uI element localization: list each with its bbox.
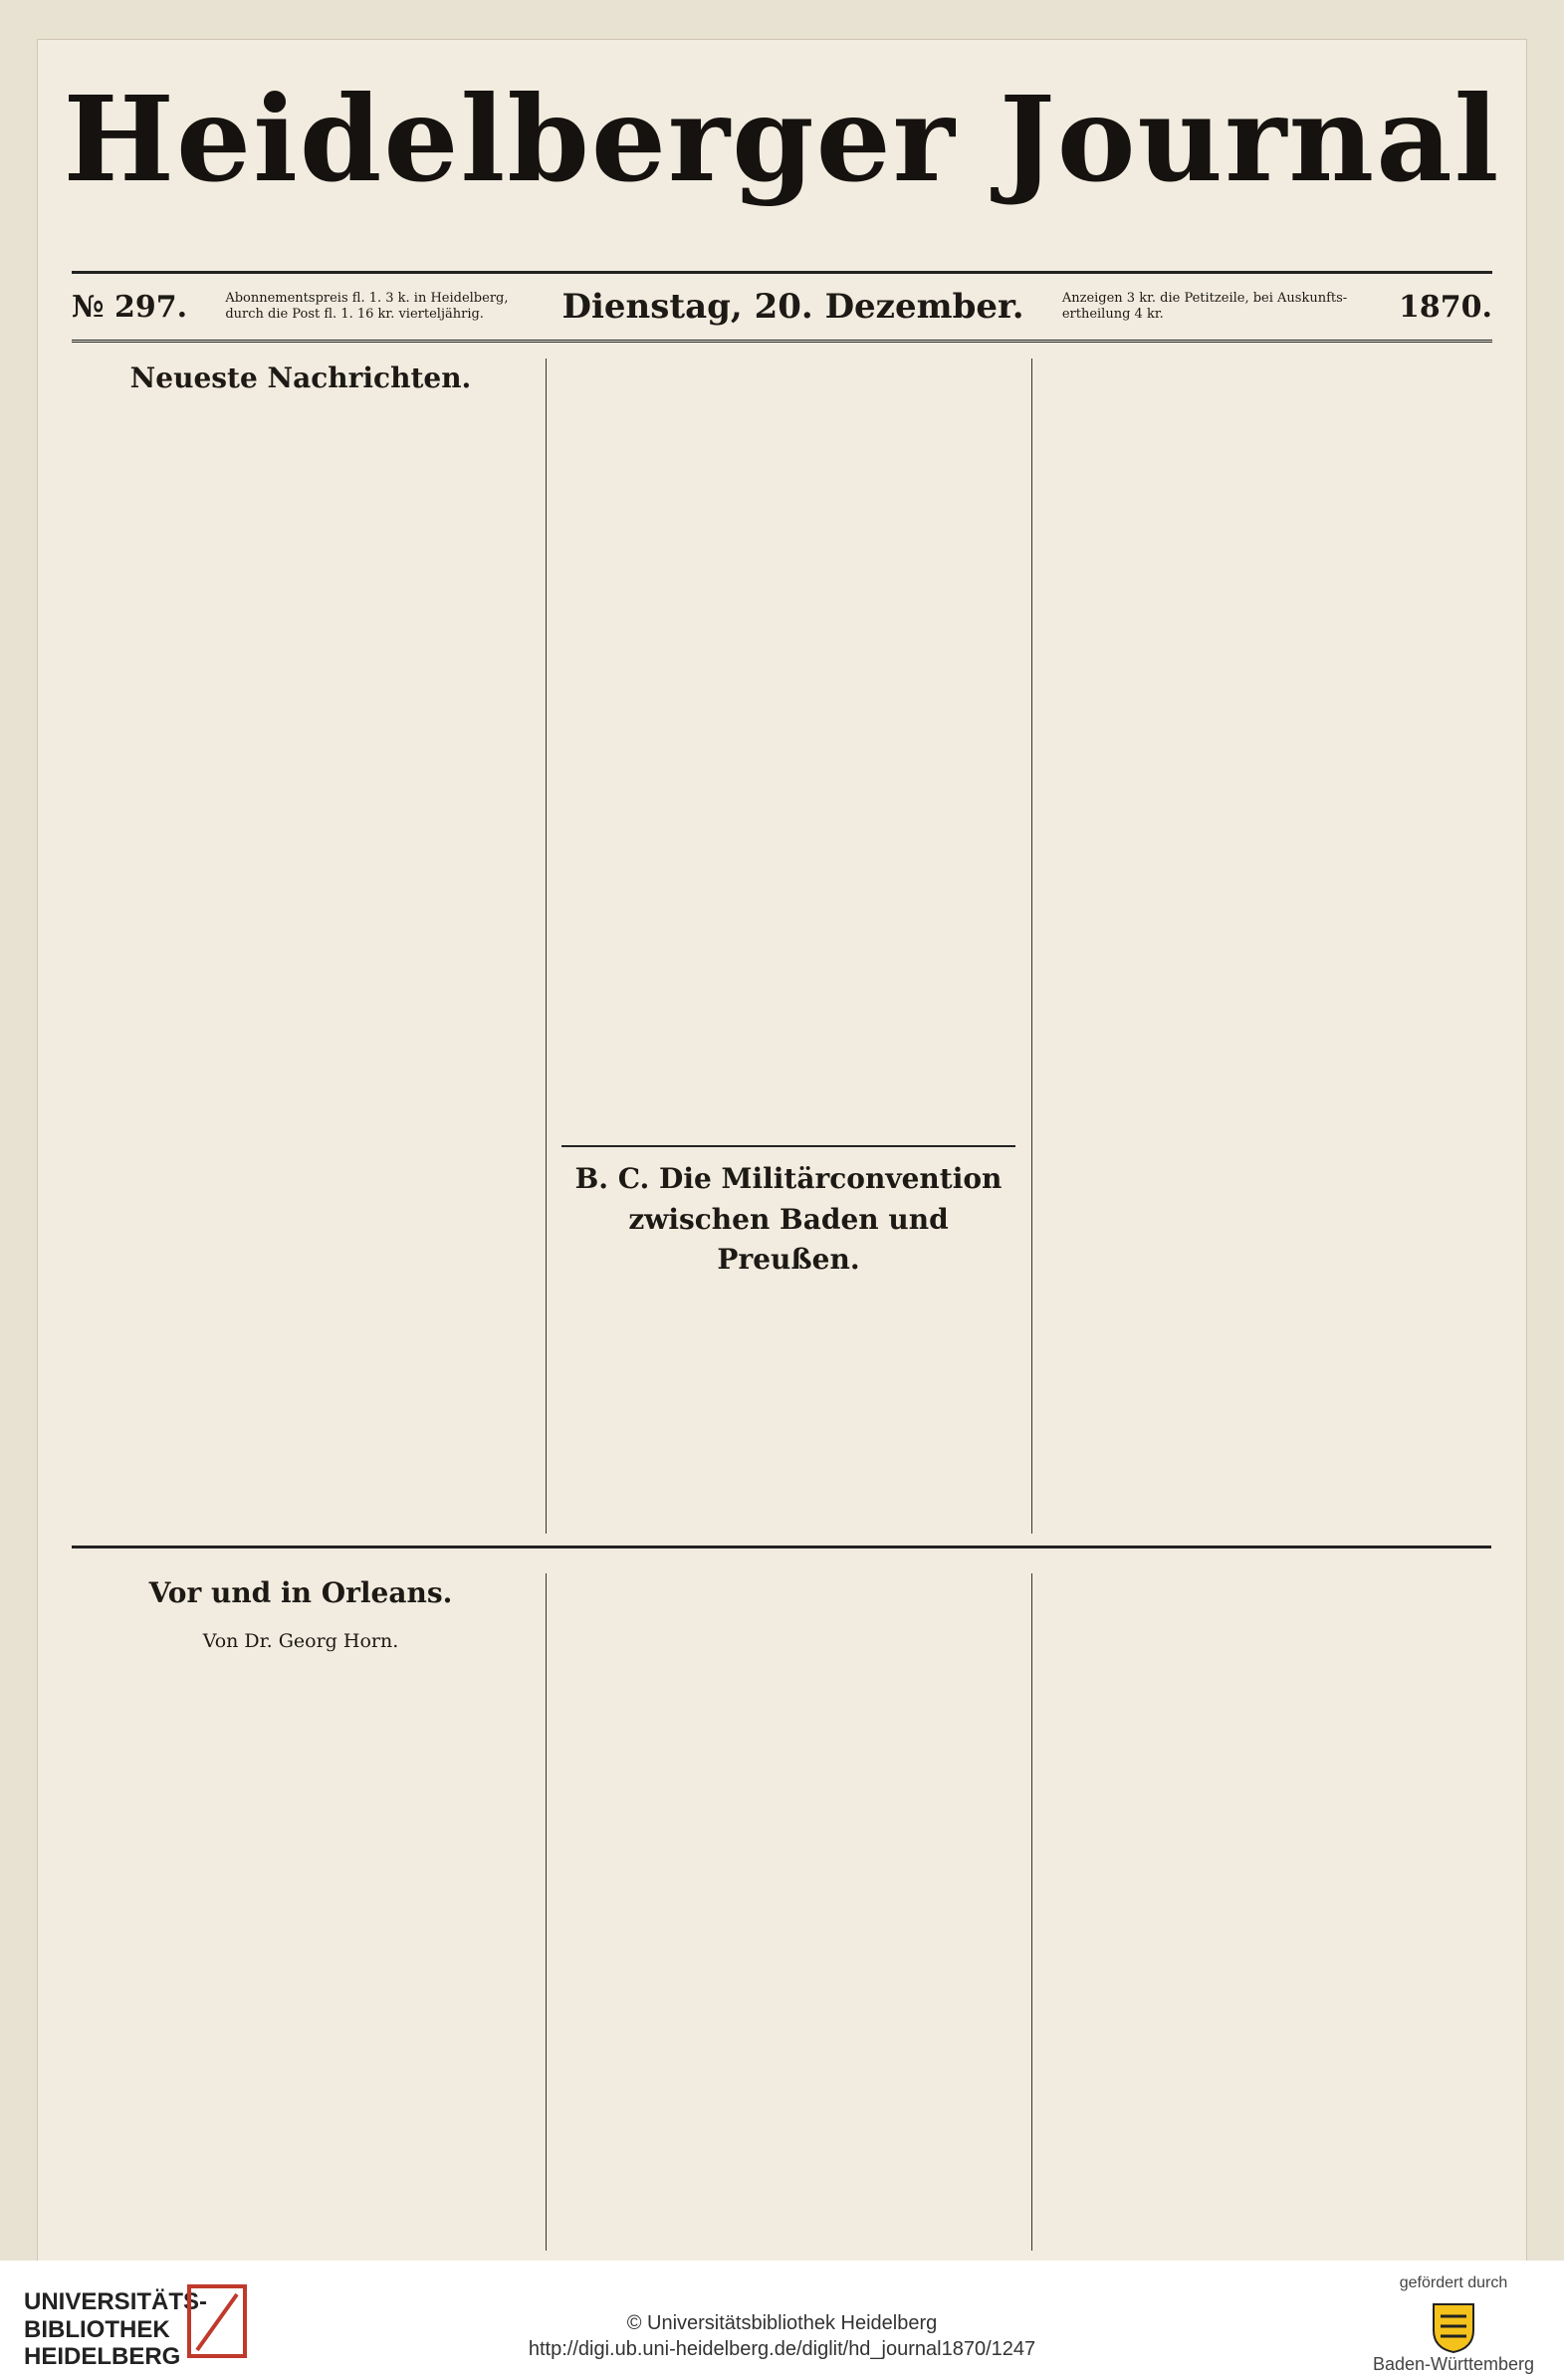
library-logo-line: UNIVERSITÄTS- xyxy=(24,2288,208,2315)
news-heading: Neueste Nachrichten. xyxy=(129,361,472,394)
ad-price-note: Anzeigen 3 kr. die Petitzeile, bei Auskunfts-ertheilung 4 kr. xyxy=(1061,290,1348,322)
section-divider xyxy=(561,1145,1015,1147)
subscription-note: Abonnementspreis fl. 1. 3 k. in Heidelberg, durch die Post fl. 1. 16 kr. vierteljährig. xyxy=(225,290,509,322)
sponsor-block xyxy=(1369,2274,1538,2375)
state-crest-icon xyxy=(1429,2300,1478,2354)
convention-article xyxy=(561,1159,1015,1534)
newspaper-page xyxy=(38,40,1526,2261)
permalink-url[interactable]: http://digi.ub.uni-heidelberg.de/diglit/hd_journal1870/1247 xyxy=(528,2338,1036,2360)
news-column-3 xyxy=(1047,358,1491,1534)
news-column-2 xyxy=(561,358,1015,1135)
sponsor-name: Baden-Württemberg xyxy=(1372,2354,1535,2374)
issue-date: Dienstag, 20. Dezember. xyxy=(561,287,1024,327)
library-logo-line: HEIDELBERG xyxy=(24,2343,181,2371)
feuilleton-column-2 xyxy=(561,1573,1015,2251)
sponsor-label: gefördert durch xyxy=(1399,2274,1508,2291)
column-divider xyxy=(1031,358,1032,1534)
copyright-notice: © Universitätsbibliothek Heidelberg xyxy=(626,2312,938,2334)
library-footer xyxy=(0,2261,1564,2380)
feuilleton-rule xyxy=(72,1546,1491,1548)
column-divider xyxy=(546,358,547,1534)
column-divider xyxy=(1031,1573,1032,2251)
issue-number: № 297. xyxy=(72,289,188,325)
feuilleton-column-1 xyxy=(72,1573,530,2251)
feuilleton-column-3 xyxy=(1047,1573,1491,2251)
feuilleton-heading: Vor und in Orleans. xyxy=(148,1576,453,1609)
issue-line xyxy=(72,271,1492,343)
convention-heading: B. C. Die Militärconvention zwischen Baden und Preußen. xyxy=(574,1162,1003,1277)
issue-year: 1870. xyxy=(1399,289,1492,325)
column-divider xyxy=(546,1573,547,2251)
feuilleton-byline: Von Dr. Georg Horn. xyxy=(202,1629,399,1652)
news-column-1 xyxy=(72,358,530,1534)
library-logo-line: BIBLIOTHEK xyxy=(24,2315,170,2343)
masthead-title: Heidelberger Journal xyxy=(63,70,1501,208)
